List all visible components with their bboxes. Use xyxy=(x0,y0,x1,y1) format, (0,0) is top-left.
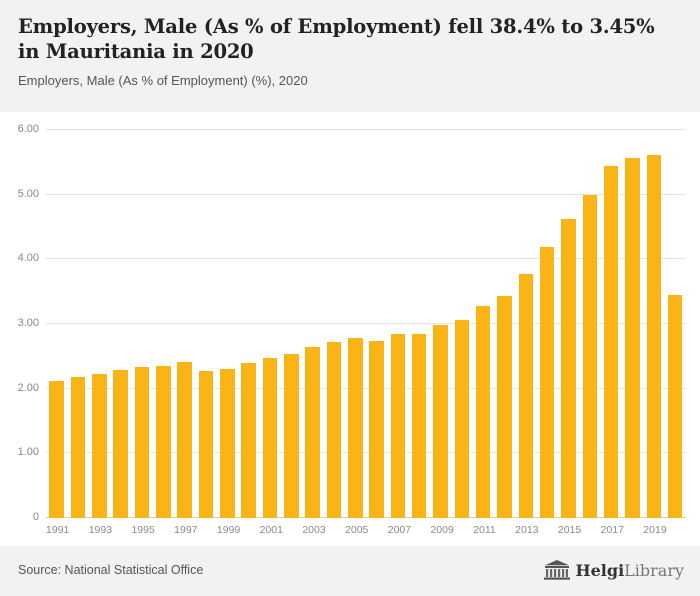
bar[interactable] xyxy=(583,195,598,518)
x-axis-tick-label xyxy=(240,520,259,542)
x-axis-tick-label: 2011 xyxy=(473,524,496,536)
bar-slot xyxy=(345,130,366,518)
bar[interactable] xyxy=(433,325,448,518)
bar-slot xyxy=(515,130,536,518)
bar-slot xyxy=(451,130,472,518)
bar[interactable] xyxy=(284,354,299,518)
bar[interactable] xyxy=(647,155,662,518)
bar-series xyxy=(46,130,686,518)
bar-slot xyxy=(579,130,600,518)
x-axis-tick-label: 1993 xyxy=(88,524,113,536)
bar-slot xyxy=(366,130,387,518)
bar[interactable] xyxy=(561,219,576,518)
x-axis-tick-label: 1997 xyxy=(174,524,198,536)
x-axis-tick-label xyxy=(198,520,217,542)
y-axis-tick-label: 6.00 xyxy=(17,123,39,135)
x-axis-tick-label xyxy=(496,520,515,542)
x-axis-tick-label xyxy=(326,520,345,542)
bar-slot xyxy=(195,130,216,518)
x-axis-tick-label: 2013 xyxy=(515,524,539,536)
bar-slot xyxy=(89,130,110,518)
x-axis-tick-label xyxy=(667,520,686,542)
bar-slot xyxy=(558,130,579,518)
bar[interactable] xyxy=(604,166,619,518)
bar-slot xyxy=(537,130,558,518)
x-axis-tick-label xyxy=(283,520,302,542)
x-axis-tick-label: 2003 xyxy=(302,524,326,536)
bar[interactable] xyxy=(263,358,278,518)
bar-slot xyxy=(622,130,643,518)
bar-slot xyxy=(494,130,515,518)
x-axis-tick-label xyxy=(581,520,600,542)
y-axis-tick-label: 4.00 xyxy=(17,252,39,265)
bar[interactable] xyxy=(625,158,640,518)
bar-slot xyxy=(259,130,280,518)
bar[interactable] xyxy=(177,362,192,518)
bar[interactable] xyxy=(391,334,406,518)
plot-area xyxy=(0,112,700,546)
x-axis-tick-label: 2019 xyxy=(643,524,667,536)
x-axis-tick-label: 2017 xyxy=(600,524,624,536)
bar-slot xyxy=(323,130,344,518)
y-axis-tick-label: 5.00 xyxy=(17,187,39,200)
bar-slot xyxy=(67,130,88,518)
x-axis-tick-label xyxy=(539,520,558,542)
chart-subtitle: Employers, Male (As % of Employment) (%), 2020 xyxy=(18,73,308,88)
logo-text xyxy=(576,561,685,580)
source-note: Source: National Statistical Office xyxy=(18,563,204,577)
x-axis-tick-label xyxy=(411,520,430,542)
library-building-icon xyxy=(544,559,570,581)
bar[interactable] xyxy=(49,381,64,518)
bar-slot xyxy=(238,130,259,518)
helgi-library-logo[interactable] xyxy=(544,559,685,581)
bar[interactable] xyxy=(156,366,171,518)
bar[interactable] xyxy=(241,363,256,518)
bar-slot xyxy=(302,130,323,518)
bar-slot xyxy=(110,130,131,518)
bar[interactable] xyxy=(135,367,150,518)
x-axis-labels xyxy=(46,520,686,542)
bar[interactable] xyxy=(497,296,512,518)
logo-text-light: Library xyxy=(624,560,684,580)
bar-slot xyxy=(473,130,494,518)
page-title: Employers, Male (As % of Employment) fell 38.4% to 3.45% in Mauritania in 2020 xyxy=(18,15,655,63)
bar[interactable] xyxy=(348,338,363,518)
bar-slot xyxy=(46,130,67,518)
bar-slot xyxy=(643,130,664,518)
x-axis-tick-label: 2001 xyxy=(259,524,283,536)
bar[interactable] xyxy=(540,247,555,518)
bar[interactable] xyxy=(113,370,128,518)
x-axis-tick-label xyxy=(69,520,88,542)
x-axis-tick-label: 2007 xyxy=(387,524,412,536)
bar[interactable] xyxy=(305,347,320,518)
bar[interactable] xyxy=(519,274,534,518)
x-axis-tick-label: 1995 xyxy=(131,524,155,536)
x-axis-tick-label xyxy=(155,520,174,542)
y-axis-tick-label: 0 xyxy=(32,511,39,523)
x-axis-tick-label xyxy=(454,520,473,542)
bar-slot xyxy=(153,130,174,518)
bar-slot xyxy=(174,130,195,518)
x-axis-tick-label xyxy=(624,520,643,542)
bar[interactable] xyxy=(327,342,342,518)
bar[interactable] xyxy=(92,374,107,518)
bar[interactable] xyxy=(455,320,470,518)
bar[interactable] xyxy=(668,295,683,518)
logo-text-bold: Helgi xyxy=(575,560,625,580)
x-axis-tick-label: 2005 xyxy=(345,524,369,536)
chart-footer xyxy=(0,546,700,596)
bar-slot xyxy=(601,130,622,518)
x-axis-tick-label: 1991 xyxy=(46,524,70,536)
x-axis-tick-label: 2009 xyxy=(430,524,454,536)
bar[interactable] xyxy=(199,371,214,518)
bar-slot xyxy=(387,130,408,518)
bar[interactable] xyxy=(476,306,491,518)
bar[interactable] xyxy=(220,369,235,518)
x-axis-tick-label xyxy=(368,520,387,542)
bar[interactable] xyxy=(412,334,427,518)
y-axis-tick-label: 1.00 xyxy=(17,446,39,459)
y-axis-tick-label: 2.00 xyxy=(17,381,39,394)
bar-slot xyxy=(281,130,302,518)
bar-slot xyxy=(430,130,451,518)
chart-header xyxy=(0,0,700,112)
bar-slot xyxy=(665,130,686,518)
bar-slot xyxy=(409,130,430,518)
x-axis-tick-label xyxy=(112,520,131,542)
bar[interactable] xyxy=(369,341,384,518)
bar-slot xyxy=(131,130,152,518)
bar[interactable] xyxy=(71,377,86,518)
x-axis-tick-label: 2015 xyxy=(557,524,582,536)
bar-slot xyxy=(217,130,238,518)
x-axis-tick-label: 1999 xyxy=(216,524,241,536)
y-axis-tick-label: 3.00 xyxy=(17,317,39,329)
